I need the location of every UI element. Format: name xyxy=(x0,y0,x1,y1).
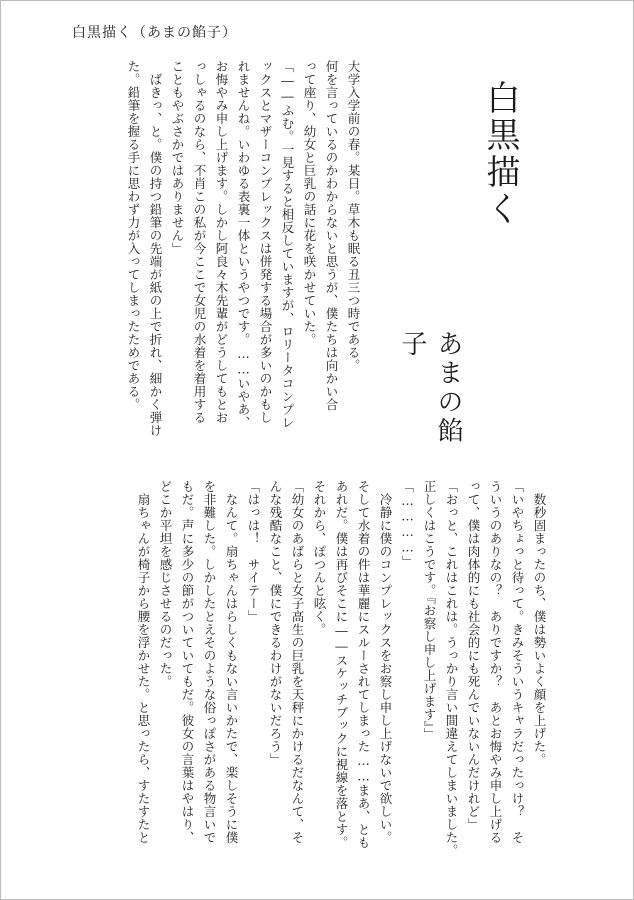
text-column: そして水着の件は華麗にスルーされてしまった……まあ、とも xyxy=(356,480,371,849)
text-column: ばきっ、と。僕の持つ鉛筆の先端が紙の上で折れ、細かく弾け xyxy=(148,60,163,437)
text-column: 何を言っているのかわからないと思うが、僕たちは向かい合 xyxy=(324,60,339,411)
text-column: た。鉛筆を握る手に思わず力が入ってしまったためである。 xyxy=(126,60,141,411)
text-column: あれだ。僕は再びそこに――スケッチブックに視線を落とす。 xyxy=(334,480,349,849)
text-column: 「…………」 xyxy=(400,480,415,568)
text-column: こともやぶさかではありません」 xyxy=(170,60,185,255)
text-column: ックスとマザーコンプレックスは併発する場合が多いのかもし xyxy=(258,60,273,424)
text-column: 正しくはこうです。『お察し申し上げます』」 xyxy=(422,480,437,741)
text-column: れませんね。いわゆる表裏一体というやつです。……いやあ、 xyxy=(236,60,251,429)
text-column: 「――ふむ。一見すると相反していますが、ロリータコンプレ xyxy=(280,60,295,429)
text-column: 数秒固まったのち、僕は勢いよく顔を上げた。 xyxy=(532,480,547,766)
text-column: もだ。声に多少の節がついていてもだ。彼女の言葉はやはり、 xyxy=(180,480,195,844)
text-column: 大学入学前の春。某日。草木も眠る丑三つ時である。 xyxy=(346,60,361,372)
author-name: あまの餡子 xyxy=(397,330,463,446)
body-text-lower xyxy=(84,480,550,857)
text-column: お悔やみ申し上げます。しかし阿良々木先輩がどうしてもとお xyxy=(214,60,229,424)
story-title: 白黒描く xyxy=(480,80,520,228)
body-text-upper xyxy=(84,60,364,437)
text-column: どこか平坦を感じさせるのだった。 xyxy=(158,480,173,688)
text-column: んな残酷なこと、僕にできるわけがないだろう」 xyxy=(268,480,283,766)
text-column: って座り、幼女と巨乳の話に花を咲かせていた。 xyxy=(302,60,317,346)
text-column: っしゃるのなら、不肖この私が今ここで女児の水着を着用する xyxy=(192,60,207,424)
text-column: 扇ちゃんが椅子から腰を浮かせた。と思ったら、すたすたと xyxy=(136,480,151,844)
text-column: 「幼女のあばらと女子高生の巨乳を天秤にかけるだなんて、そ xyxy=(290,480,305,844)
running-header: 白黒描く（あまの餡子） xyxy=(72,25,237,41)
text-column: 冷静に僕のコンプレックスをお察し申し上げないで欲しい。 xyxy=(378,480,393,844)
text-column: なんて。扇ちゃんはらしくもない言いかたで、楽しそうに僕 xyxy=(224,480,239,844)
text-column: ういうのありなの？ ありですか？ あとお悔やみ申し上げる xyxy=(488,480,503,844)
text-column: って、僕は肉体的にも社会的にも死んでいないんだけれど」 xyxy=(466,480,481,831)
text-column: を非難した。しかしたとえそのような俗っぽさがある物言いで xyxy=(202,480,217,844)
text-column: 「おっと、これはこれは。うっかり言い間違えてしまいました。 xyxy=(444,480,459,857)
text-column: 「いやちょっと待って。きみそういうキャラだったっけ？ そ xyxy=(510,480,525,844)
text-column: 「はっは！ サイテー」 xyxy=(246,480,261,623)
text-column: それから、ぽつんと呟く。 xyxy=(312,480,327,636)
